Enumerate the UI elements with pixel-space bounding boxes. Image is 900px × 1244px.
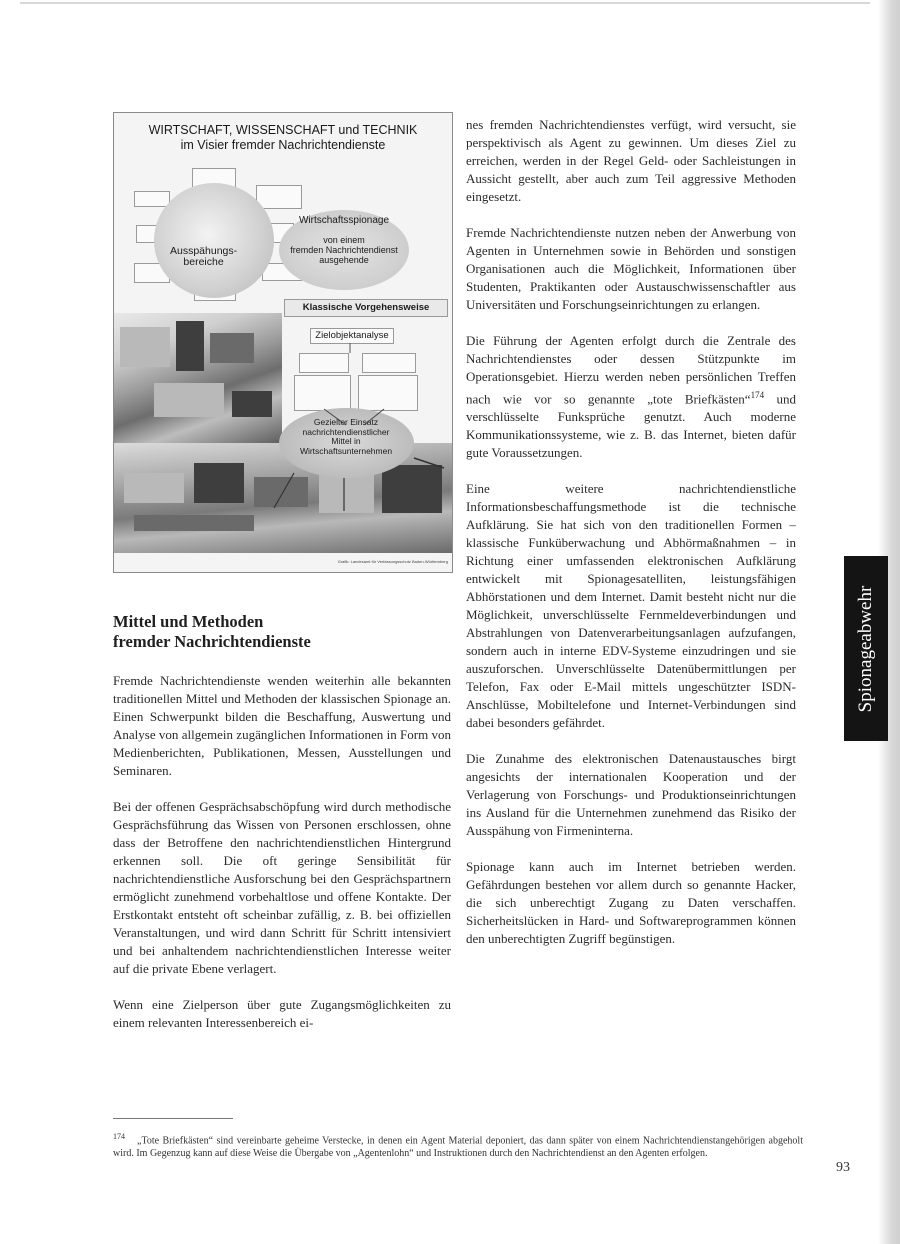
footnote bbox=[113, 1130, 803, 1160]
right-column bbox=[466, 116, 796, 966]
footnote-text: „Tote Briefkästen“ sind vereinbarte geheime Verstecke, in denen ein Agent Material deponiert, das dann später von einem Nachrichtendienstangehörigen abgeholt wird. Im Gegenzug kann auf diese Weise die Übergabe von „Agentenlohn“ und Instruktionen durch den Nachrichtendienst an den Agenten erfolgen. bbox=[113, 1135, 803, 1160]
section-heading bbox=[113, 612, 443, 652]
globe-label-line2: bereiche bbox=[183, 256, 224, 268]
figure-title-line2: im Visier fremder Nachrichtendienste bbox=[180, 138, 386, 152]
side-tab-label: Spionageabwehr bbox=[855, 585, 876, 712]
paragraph: Wenn eine Zielperson über gute Zugangsmöglichkeiten zu einem relevanten Interessenbereich ei- bbox=[113, 997, 451, 1030]
klassische-vorgehensweise-box: Klassische Vorgehensweise bbox=[284, 299, 448, 317]
figure-credit: Grafik: Landesamt für Verfassungsschutz Baden-Württemberg bbox=[337, 559, 448, 564]
paragraph: Fremde Nachrichtendienste wenden weiterhin alle bekannten traditionellen Mittel und Methoden der klassischen Spionage an. Einen Schwerpunkt bilden die Beschaffung, Auswertung und Analyse von allgemein zugänglichen Informationen in Form von Medienberichten, Publikationen, Messen, Ausstellungen und Seminaren. bbox=[113, 673, 451, 778]
spionage-line3: ausgehende bbox=[319, 255, 369, 265]
paragraph: Fremde Nachrichtendienste nutzen neben der Anwerbung von Agenten in Unternehmen sowie in Behörden und sonstigen Organisationen auch die Möglichkeit, Informationen über Studenten, Praktikanten oder Austauschwissenschaftler aus Universitäten und Forschungseinrichtungen zu erlangen. bbox=[466, 225, 796, 312]
gezielt-line4: Wirtschaftsunternehmen bbox=[299, 445, 393, 456]
gezielt-line2: nachrichtendienstlicher bbox=[302, 426, 390, 437]
left-column bbox=[113, 672, 451, 1050]
paragraph: Die Zunahme des elektronischen Datenaustausches birgt angesichts der internationalen Kooperation und der Verlagerung von Forschungs- und Produktionseinrichtungen ins Ausland für die Unternehmen zunehmend das Risiko der Ausspähung von Firmeninterna. bbox=[466, 751, 796, 839]
footnote-reference[interactable]: 174 bbox=[750, 390, 765, 400]
paragraph-text: Die Führung der Agenten erfolgt durch die Zentrale des Nachrichtendienstes oder dessen Stützpunkte im Operationsgebiet. Hierzu werden neben persönlichen Treffen nach wie vor so genannte „tote Briefkästen“ bbox=[466, 333, 796, 407]
section-heading-line2: fremder Nachrichtendienste bbox=[113, 632, 311, 651]
gezielt-line1: Gezielter Einsatz bbox=[313, 417, 379, 427]
paragraph: Bei der offenen Gesprächsabschöpfung wird durch methodische Gesprächsführung das Wissen von Personen erschlossen, ohne dass der Betroffene den nachrichtendienstlichen Hintergrund erkennen soll. Die oft geringe Sensibilität für nachrichtendienstliche Ausforschung bei den Gesprächspartnern ermöglicht zunehmend vorbehaltlose und offene Kontakte. Der Erstkontakt entsteht oft scheinbar zufällig, z. B. bei offiziellen Veranstaltungen, und wird dann Schritt für Schritt intensiviert und bei anhaltendem nachrichtendienstlichen Interesse weiter auf die private Ebene verlagert. bbox=[113, 799, 451, 976]
paragraph-with-footnote-ref bbox=[466, 332, 796, 462]
footnote-number: 174 bbox=[113, 1132, 125, 1141]
spionage-title: Wirtschaftsspionage bbox=[298, 215, 390, 226]
top-edge-line bbox=[20, 2, 870, 4]
footnote-rule bbox=[113, 1118, 233, 1119]
paragraph-text: und verschlüsselte Funksprüche genutzt. Auch moderne Kommunikationssysteme, wie z. B. das Internet, bieten dafür gute Voraussetzungen. bbox=[466, 391, 797, 461]
page-number: 93 bbox=[836, 1160, 850, 1175]
diagram-connectors bbox=[114, 113, 452, 572]
gezielt-line3: Mittel in bbox=[331, 436, 361, 446]
zielobjektanalyse-box: Zielobjektanalyse bbox=[310, 328, 394, 344]
paragraph: nes fremden Nachrichtendienstes verfügt, wird versucht, sie perspektivisch als Agent zu gewinnen. Um dieses Ziel zu erreichen, werden in der Regel Geld- oder Sachleistungen in Aussicht gestellt, aber auch zum Teil aggressive Methoden eingesetzt. bbox=[466, 117, 796, 204]
spionage-line1: von einem bbox=[323, 235, 365, 245]
section-heading-line1: Mittel und Methoden bbox=[113, 612, 264, 631]
spionage-line2: fremden Nachrichtendienst bbox=[290, 245, 398, 255]
figure-title-line1: WIRTSCHAFT, WISSENSCHAFT und TECHNIK bbox=[148, 123, 418, 137]
globe-label-line1: Ausspähungs- bbox=[170, 245, 238, 257]
paragraph: Spionage kann auch im Internet betrieben werden. Gefährdungen bestehen vor allem durch so genannte Hacker, die sich unberechtigt Zugang zu Daten verschaffen. Sicherheitslücken in Hard- und Softwareprogrammen können den unberechtigten Zugriff begünstigen. bbox=[466, 859, 796, 947]
infographic-figure bbox=[113, 112, 453, 573]
paragraph: Eine weitere nachrichtendienstliche Informationsbeschaffungsmethode ist die technische Aufklärung. Sie hat sich von den traditionellen Formen – klassische Funküberwachung und Abhörmaßnahmen – in Richtung einer umfassenden elektronischen Aufklärung entwickelt mit Spionagesatelliten, leistungsfähigen Abhörstationen und dem Internet. Damit besteht nicht nur die Möglichkeit, unverschlüsselte Fernmeldeverbindungen und Abstrahlungen von Datenverarbeitungsanlagen aufzufangen, sondern auch in interne EDV-Systeme einzudringen und sie auszuforschen. Unverschlüsselte Datenübermittlungen per Telefon, Fax oder E-Mail mittels ungeschützter ISDN-Anschlüsse, Mobiltelefone und Internet-Verbindungen sind dabei besonders gefährdet. bbox=[466, 481, 796, 731]
chapter-side-tab bbox=[844, 556, 888, 741]
